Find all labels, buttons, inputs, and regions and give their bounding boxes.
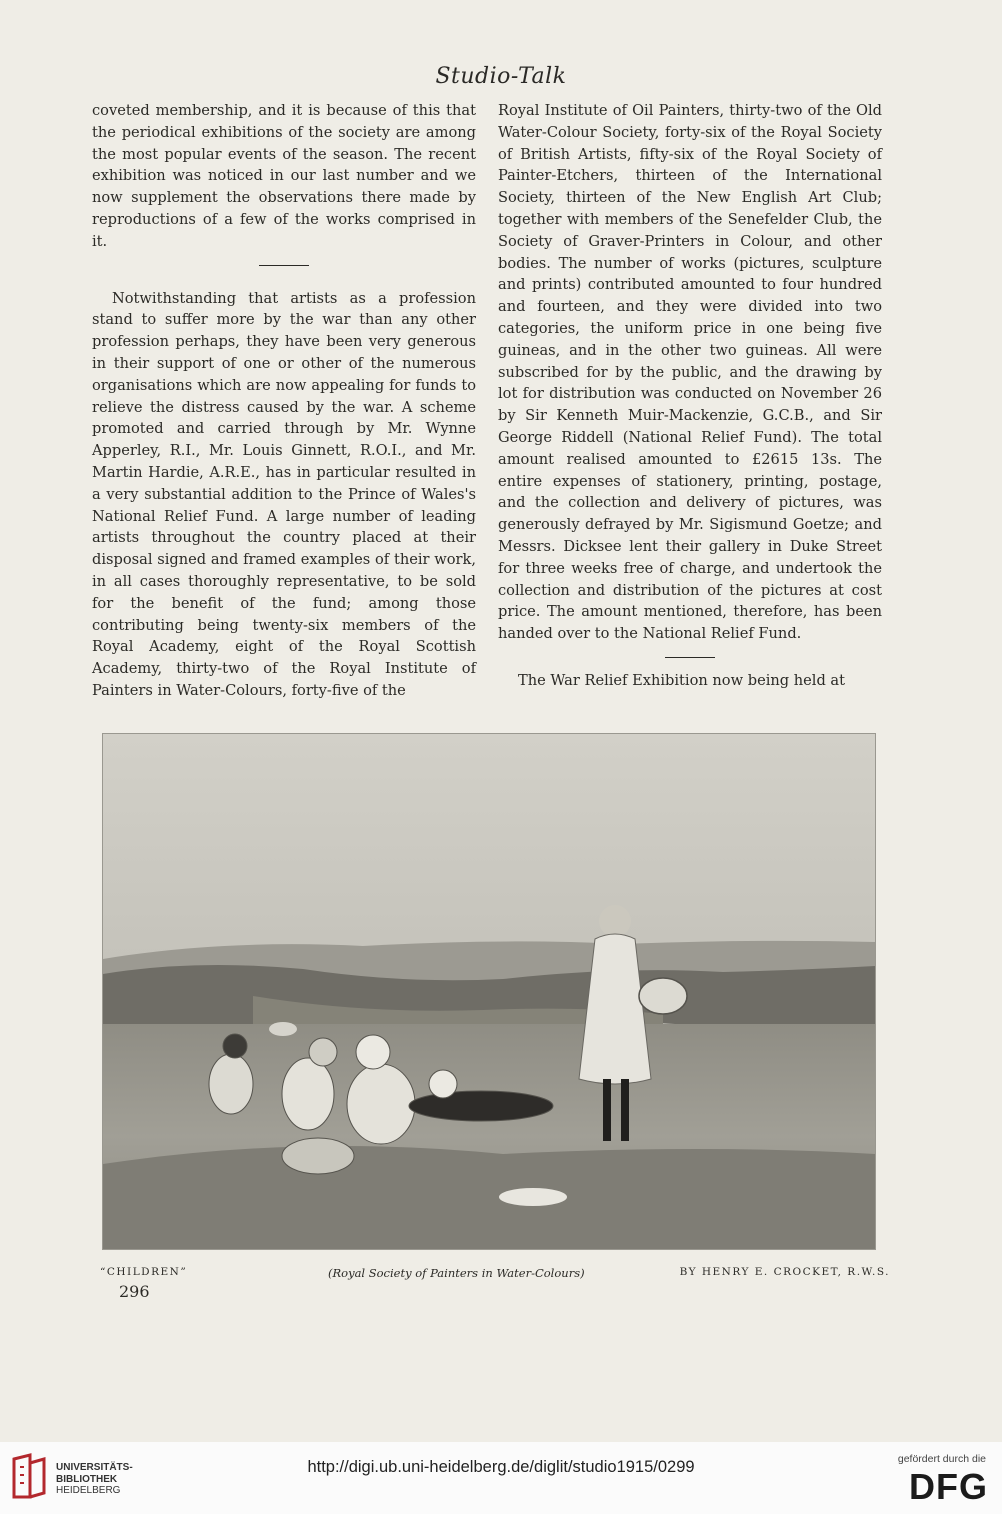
- library-line: UNIVERSITÄTS-: [56, 1462, 133, 1473]
- paragraph: Notwithstanding that artists as a profession stand to suffer more by the war than any other profession perhaps, they have been very generous in their support of one or other of the numerous organisations which are now appealing for funds to relieve the distress caused by the war. A scheme promoted and carried through by Mr. Wynne Apperley, R.I., Mr. Louis Ginnett, R.O.I., and Mr. Martin Hardie, A.R.E., has in particular resulted in a very substantial addition to the Prince of Wales's National Relief Fund. A large number of leading artists throughout the country placed at their disposal signed and framed examples of their work, in all cases thoroughly representative, to be sold for the benefit of the fund; among those contributing being twenty-six members of the Royal Academy, eight of the Royal Scottish Academy, thirty-two of the Royal Institute of Painters in Water-Colours, forty-five of the: [92, 289, 476, 699]
- caption-artist: BY HENRY E. CROCKET, R.W.S.: [679, 1266, 890, 1278]
- page-number: 296: [119, 1282, 150, 1301]
- sky: [103, 734, 875, 974]
- paragraph: The War Relief Exhibition now being held at: [518, 671, 845, 689]
- library-line: HEIDELBERG: [56, 1485, 121, 1496]
- left-column: [92, 100, 476, 702]
- caption-source: (Royal Society of Painters in Water-Colours): [328, 1266, 585, 1280]
- source-url-link[interactable]: http://digi.ub.uni-heidelberg.de/diglit/studio1915/0299: [307, 1458, 695, 1476]
- foreground-grass: [103, 1146, 875, 1249]
- running-head: Studio-Talk: [435, 64, 567, 89]
- paragraph: Royal Institute of Oil Painters, thirty-two of the Old Water-Colour Society, forty-six of the Royal Society of British Artists, fifty-six of the Royal Society of Painter-Etchers, thirteen of the International Society, thirteen of the New English Art Club; together with members of the Senefelder Club, the Society of Graver-Printers in Colour, and other bodies. The number of works (pictures, sculpture and prints) contributed amounted to four hundred and fourteen, and they were divided into two categories, the uniform price in one being five guineas, and in the other two guineas. All were subscribed for by the public, and the drawing by lot for distribution was conducted on November 26 by Sir Kenneth Muir-Mackenzie, G.C.B., and Sir George Riddell (National Relief Fund). The total amount realised amounted to £2615 13s. The entire expenses of stationery, printing, postage, and the collection and delivery of pictures, was generously defrayed by Mr. Sigismund Goetze; and Messrs. Dicksee lent their gallery in Duke Street for three weeks free of charge, and undertook the collection and distribution of the pictures at cost price. The amount mentioned, therefore, has been handed over to the National Relief Fund.: [498, 102, 882, 643]
- grazing-animal: [269, 1022, 297, 1036]
- library-line: BIBLIOTHEK: [56, 1473, 118, 1485]
- plate-caption: [100, 1266, 890, 1284]
- painting-plate: [102, 733, 876, 1250]
- right-column: [498, 100, 882, 692]
- paragraph: coveted membership, and it is because of this that the periodical exhibitions of the society are among the most popular events of the season. The recent exhibition was noticed in our last number and we now supplement the observations there made by reproductions of a few of the works comprised in it.: [92, 102, 476, 250]
- dfg-logo: DFG: [909, 1466, 988, 1507]
- digitization-footer: [0, 1442, 1002, 1514]
- caption-title: “CHILDREN”: [100, 1266, 188, 1278]
- funded-by-label: gefördert durch die: [897, 1453, 986, 1465]
- cloth-on-grass: [499, 1188, 567, 1206]
